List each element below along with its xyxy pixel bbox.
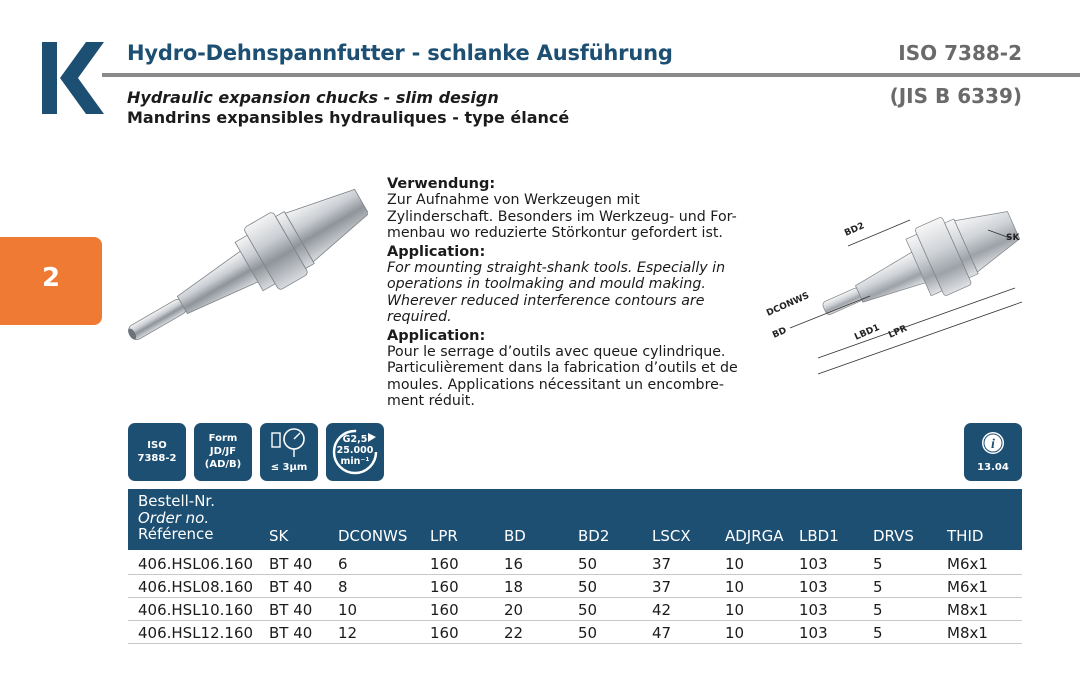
col-thid: THID xyxy=(947,527,984,545)
cell-drvs: 5 xyxy=(873,601,883,619)
table-row[interactable] xyxy=(128,621,1022,644)
form-badge-line: Form xyxy=(208,433,238,444)
standard-label: ISO 7388-2 xyxy=(898,41,1022,65)
cell-sk: BT 40 xyxy=(269,601,313,619)
info-badge[interactable] xyxy=(964,423,1022,481)
cell-sk: BT 40 xyxy=(269,555,313,573)
cell-lscx: 47 xyxy=(652,624,672,642)
cell-lbd1: 103 xyxy=(799,601,828,619)
table-row[interactable] xyxy=(128,598,1022,621)
description-block xyxy=(387,176,767,410)
desc-fr-line: Particulièrement dans la fabrication d’outils et de xyxy=(387,360,738,377)
cell-dconws: 6 xyxy=(338,555,348,573)
col-bd2: BD2 xyxy=(578,527,610,545)
form-badge[interactable] xyxy=(194,423,252,481)
cell-sk: BT 40 xyxy=(269,578,313,596)
balance-line: 25.000 xyxy=(336,445,374,456)
cell-adjrga: 10 xyxy=(725,624,745,642)
cell-order-no: 406.HSL06.160 xyxy=(138,555,254,573)
iso-badge[interactable] xyxy=(128,423,186,481)
cell-adjrga: 10 xyxy=(725,555,745,573)
desc-de-line: Zylinderschaft. Besonders im Werkzeug- und For- xyxy=(387,208,737,225)
cell-dconws: 12 xyxy=(338,624,358,642)
label-dconws: DCONWS xyxy=(765,291,811,319)
cell-bd2: 50 xyxy=(578,601,598,619)
label-lpr: LPR xyxy=(887,323,909,341)
cell-lbd1: 103 xyxy=(799,624,828,642)
cell-lbd1: 103 xyxy=(799,555,828,573)
runout-badge[interactable] xyxy=(260,423,318,481)
title-french: Mandrins expansibles hydrauliques - type élancé xyxy=(127,108,570,127)
cell-drvs: 5 xyxy=(873,624,883,642)
runout-value: ≤ 3µm xyxy=(270,462,308,473)
technical-drawing xyxy=(760,178,1042,378)
section-tab-number: 2 xyxy=(41,263,61,293)
col-lscx: LSCX xyxy=(652,527,691,545)
desc-en-line: For mounting straight-shank tools. Especially in xyxy=(387,260,726,277)
desc-fr-heading: Application: xyxy=(387,327,486,344)
cell-drvs: 5 xyxy=(873,555,883,573)
form-badge-line: (AD/B) xyxy=(204,459,242,470)
cell-dconws: 10 xyxy=(338,601,358,619)
label-sk: SK xyxy=(1006,233,1020,243)
balance-line: G2,5 xyxy=(342,434,368,445)
col-lpr: LPR xyxy=(430,527,458,545)
col-drvs: DRVS xyxy=(873,527,914,545)
col-dconws: DCONWS xyxy=(338,527,408,545)
desc-de-line: Zur Aufnahme von Werkzeugen mit xyxy=(387,192,640,209)
iso-badge-line: 7388-2 xyxy=(137,453,177,464)
desc-en-line: Wherever reduced interference contours are xyxy=(387,292,705,309)
cell-order-no: 406.HSL12.160 xyxy=(138,624,254,642)
desc-en-heading: Application: xyxy=(387,243,486,260)
cell-bd: 22 xyxy=(504,624,524,642)
col-adjrga: ADJRGA xyxy=(725,527,784,545)
cell-thid: M8x1 xyxy=(947,624,988,642)
desc-de-line: menbau wo reduzierte Störkontur gefordert ist. xyxy=(387,225,723,242)
desc-en-line: operations in toolmaking and mould making. xyxy=(387,276,706,293)
cell-lpr: 160 xyxy=(430,624,459,642)
order-header-de: Bestell-Nr. xyxy=(138,492,215,510)
cell-dconws: 8 xyxy=(338,578,348,596)
label-bd: BD xyxy=(771,325,789,341)
balance-badge[interactable] xyxy=(326,423,384,481)
cell-lpr: 160 xyxy=(430,555,459,573)
cell-bd2: 50 xyxy=(578,624,598,642)
desc-fr-line: moules. Applications nécessitant un encombre- xyxy=(387,376,724,393)
desc-de-heading: Verwendung: xyxy=(387,176,496,192)
order-header-en: Order no. xyxy=(138,508,210,527)
cell-thid: M6x1 xyxy=(947,555,988,573)
cell-lscx: 37 xyxy=(652,578,672,596)
cell-order-no: 406.HSL10.160 xyxy=(138,601,254,619)
company-logo xyxy=(42,42,104,114)
table-row[interactable] xyxy=(128,575,1022,598)
cell-lscx: 42 xyxy=(652,601,672,619)
title-german: Hydro-Dehnspannfutter - schlanke Ausführung xyxy=(127,41,673,65)
cell-drvs: 5 xyxy=(873,578,883,596)
cell-lpr: 160 xyxy=(430,601,459,619)
col-sk: SK xyxy=(269,527,289,545)
cell-bd: 18 xyxy=(504,578,524,596)
col-lbd1: LBD1 xyxy=(799,527,839,545)
cell-order-no: 406.HSL08.160 xyxy=(138,578,254,596)
cell-lscx: 37 xyxy=(652,555,672,573)
section-tab[interactable] xyxy=(0,237,102,325)
table-row[interactable] xyxy=(128,552,1022,575)
standard-alt-label: (JIS B 6339) xyxy=(889,84,1022,108)
order-number-header xyxy=(138,493,215,543)
col-bd: BD xyxy=(504,527,526,545)
cell-adjrga: 10 xyxy=(725,601,745,619)
form-badge-line: JD/JF xyxy=(209,446,237,457)
cell-sk: BT 40 xyxy=(269,624,313,642)
cell-lpr: 160 xyxy=(430,578,459,596)
label-bd2: BD2 xyxy=(843,221,867,239)
cell-thid: M6x1 xyxy=(947,578,988,596)
balance-line: min⁻¹ xyxy=(340,456,370,467)
label-lbd1: LBD1 xyxy=(853,322,882,343)
iso-badge-line: ISO xyxy=(147,440,167,451)
gauge-icon xyxy=(268,427,310,459)
cell-bd2: 50 xyxy=(578,555,598,573)
info-icon xyxy=(981,431,1005,455)
svg-text:i: i xyxy=(991,437,995,452)
cell-thid: M8x1 xyxy=(947,601,988,619)
desc-fr-line: Pour le serrage d’outils avec queue cylindrique. xyxy=(387,344,726,361)
product-photo xyxy=(118,180,368,360)
desc-en-line: required. xyxy=(387,309,452,326)
cell-bd2: 50 xyxy=(578,578,598,596)
cell-lbd1: 103 xyxy=(799,578,828,596)
title-english: Hydraulic expansion chucks - slim design xyxy=(127,88,499,107)
desc-fr-line: ment réduit. xyxy=(387,393,475,410)
cell-bd: 16 xyxy=(504,555,524,573)
cell-adjrga: 10 xyxy=(725,578,745,596)
order-header-fr: Référence xyxy=(138,525,214,543)
header-rule xyxy=(102,73,1080,77)
cell-bd: 20 xyxy=(504,601,524,619)
table-header xyxy=(128,489,1022,550)
info-page-ref: 13.04 xyxy=(977,462,1009,473)
